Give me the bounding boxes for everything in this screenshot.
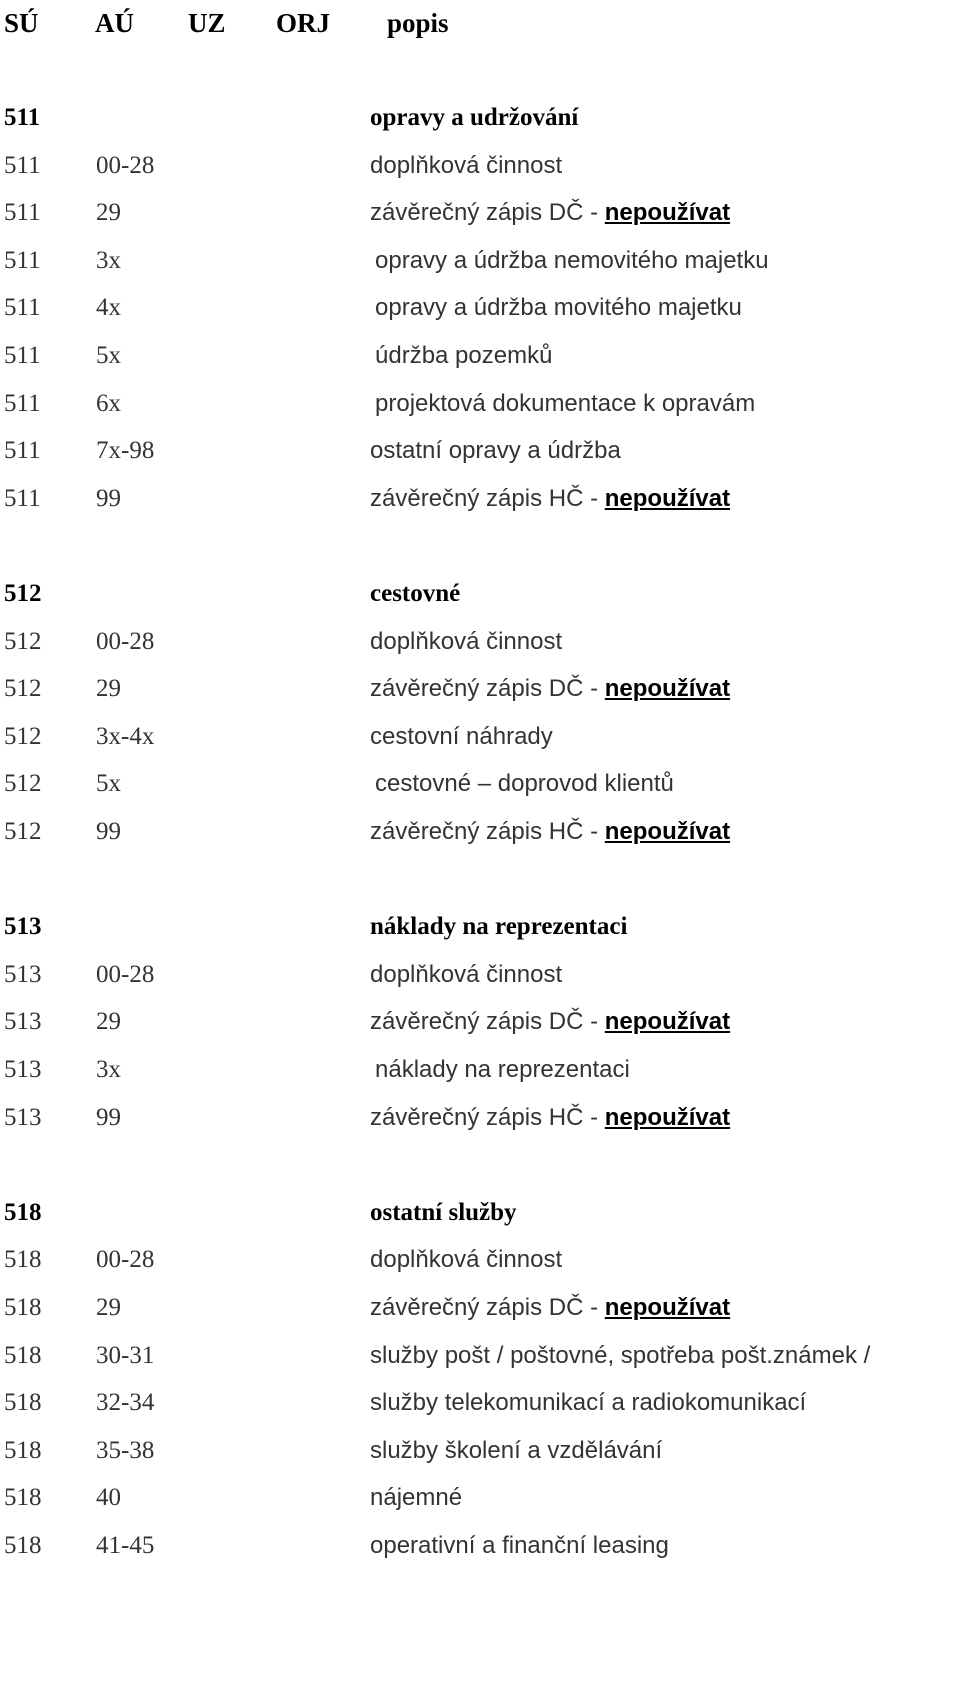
popis-text: cestovní náhrady — [370, 722, 553, 750]
group-header-row — [0, 1193, 960, 1233]
popis-cell — [370, 479, 730, 519]
au-cell: 41-45 — [96, 1532, 155, 1559]
popis-text: služby pošt / poštovné, spotřeba pošt.známek / — [370, 1341, 871, 1369]
popis-text: závěrečný zápis DČ - — [370, 199, 605, 227]
table-row — [0, 1431, 960, 1471]
popis-text: služby telekomunikací a radiokomunikací — [370, 1389, 807, 1417]
su-cell: 518 — [4, 1532, 42, 1559]
popis-text: závěrečný zápis DČ - — [370, 1294, 605, 1321]
su-cell: 518 — [4, 1294, 42, 1321]
popis-cell — [370, 1526, 669, 1566]
popis-cell — [370, 907, 627, 947]
au-cell: 40 — [96, 1484, 121, 1512]
au-cell: 99 — [96, 1103, 121, 1131]
au-cell: 30-31 — [96, 1341, 155, 1369]
su-cell: 518 — [4, 1484, 42, 1512]
header-orj: ORJ — [276, 8, 330, 38]
header-au: AÚ — [95, 8, 134, 38]
table-row — [0, 384, 960, 424]
popis-text: závěrečný zápis HČ - — [370, 484, 605, 512]
su-cell: 511 — [4, 151, 41, 179]
su-cell: 511 — [4, 104, 41, 131]
do-not-use-label: nepoužívat — [604, 818, 731, 845]
au-cell: 00-28 — [96, 960, 155, 988]
su-cell: 512 — [4, 675, 42, 703]
popis-text: údržba pozemků — [375, 342, 553, 369]
table-row — [0, 955, 960, 995]
popis-cell — [370, 1478, 462, 1518]
popis-cell — [370, 1193, 517, 1233]
au-cell: 00-28 — [96, 1246, 155, 1274]
au-cell: 3x — [96, 246, 121, 274]
su-cell: 511 — [4, 437, 41, 465]
popis-text: operativní a finanční leasing — [370, 1532, 669, 1559]
popis-text: závěrečný zápis HČ - — [370, 1103, 605, 1131]
table-row — [0, 336, 960, 376]
su-cell: 511 — [4, 199, 41, 227]
table-row — [0, 812, 960, 852]
popis-text: opravy a údržba nemovitého majetku — [375, 246, 769, 274]
popis-text: opravy a údržba movitého majetku — [375, 294, 742, 322]
popis-cell — [370, 1288, 730, 1328]
su-cell: 518 — [4, 1198, 42, 1226]
su-cell: 518 — [4, 1246, 42, 1274]
header-su: SÚ — [4, 8, 39, 38]
popis-cell — [370, 431, 621, 471]
popis-text: doplňková činnost — [370, 960, 563, 988]
popis-cell — [370, 1002, 730, 1042]
su-cell: 511 — [4, 342, 41, 369]
au-cell: 3x-4x — [96, 722, 155, 750]
popis-cell — [375, 764, 674, 804]
popis-text: ostatní opravy a údržba — [370, 437, 621, 465]
popis-text: projektová dokumentace k opravám — [375, 389, 756, 417]
au-cell: 7x-98 — [96, 437, 155, 465]
au-cell: 4x — [96, 294, 121, 322]
popis-text: závěrečný zápis HČ - — [370, 818, 605, 845]
popis-cell — [375, 384, 755, 424]
au-cell: 99 — [96, 818, 121, 845]
header-popis: popis — [387, 8, 449, 38]
popis-cell — [370, 574, 460, 614]
popis-text: cestovné — [370, 580, 461, 607]
su-cell: 518 — [4, 1389, 42, 1417]
table-row — [0, 288, 960, 328]
table-row — [0, 479, 960, 519]
table-row — [0, 1240, 960, 1280]
popis-text: závěrečný zápis DČ - — [370, 675, 605, 703]
group-header-row — [0, 907, 960, 947]
table-row — [0, 431, 960, 471]
au-cell: 29 — [96, 199, 121, 227]
popis-text: opravy a udržování — [370, 104, 579, 131]
popis-text: ostatní služby — [370, 1198, 517, 1226]
su-cell: 511 — [4, 246, 41, 274]
popis-cell — [375, 336, 552, 376]
su-cell: 518 — [4, 1436, 42, 1464]
au-cell: 5x — [96, 342, 121, 369]
do-not-use-label: nepoužívat — [604, 675, 731, 703]
group-header-row — [0, 574, 960, 614]
su-cell: 511 — [4, 389, 41, 417]
popis-cell — [370, 1098, 730, 1138]
au-cell: 00-28 — [96, 627, 155, 655]
do-not-use-label: nepoužívat — [604, 1294, 731, 1321]
au-cell: 29 — [96, 1008, 121, 1036]
su-cell: 513 — [4, 1008, 42, 1036]
su-cell: 513 — [4, 960, 42, 988]
popis-text: náklady na reprezentaci — [370, 913, 628, 941]
au-cell: 29 — [96, 1294, 121, 1321]
table-row — [0, 669, 960, 709]
su-cell: 513 — [4, 1056, 42, 1083]
popis-cell — [370, 812, 730, 852]
table-row — [0, 146, 960, 186]
su-cell: 518 — [4, 1341, 42, 1369]
popis-text: cestovné – doprovod klientů — [375, 770, 674, 798]
popis-cell — [370, 146, 562, 186]
su-cell: 512 — [4, 580, 42, 607]
popis-cell — [370, 193, 730, 233]
do-not-use-label: nepoužívat — [604, 199, 731, 227]
table-row — [0, 1478, 960, 1518]
do-not-use-label: nepoužívat — [604, 1008, 731, 1036]
su-cell: 513 — [4, 913, 42, 941]
popis-cell — [370, 1336, 870, 1376]
table-row — [0, 193, 960, 233]
popis-cell — [375, 241, 769, 281]
table-row — [0, 1336, 960, 1376]
popis-text: doplňková činnost — [370, 1246, 563, 1274]
au-cell: 5x — [96, 770, 121, 798]
table-row — [0, 1526, 960, 1566]
au-cell: 3x — [96, 1056, 121, 1083]
table-row — [0, 1098, 960, 1138]
su-cell: 512 — [4, 722, 42, 750]
au-cell: 6x — [96, 389, 121, 417]
table-row — [0, 1002, 960, 1042]
do-not-use-label: nepoužívat — [604, 484, 731, 512]
popis-cell — [370, 1383, 806, 1423]
su-cell: 512 — [4, 818, 42, 845]
au-cell: 35-38 — [96, 1436, 155, 1464]
popis-cell — [375, 1050, 630, 1090]
table-row — [0, 241, 960, 281]
popis-cell — [370, 622, 562, 662]
table-row — [0, 1050, 960, 1090]
au-cell: 32-34 — [96, 1389, 155, 1417]
au-cell: 99 — [96, 484, 121, 512]
su-cell: 512 — [4, 770, 42, 798]
table-row — [0, 717, 960, 757]
table-row — [0, 764, 960, 804]
popis-cell — [370, 955, 562, 995]
do-not-use-label: nepoužívat — [604, 1103, 731, 1131]
popis-cell — [370, 669, 730, 709]
table-row — [0, 1383, 960, 1423]
popis-text: nájemné — [370, 1484, 463, 1512]
su-cell: 513 — [4, 1103, 42, 1131]
group-header-row — [0, 98, 960, 138]
popis-cell — [370, 1431, 662, 1471]
table-row — [0, 622, 960, 662]
popis-cell — [370, 1240, 562, 1280]
popis-cell — [375, 288, 742, 328]
popis-cell — [370, 98, 578, 138]
table-row — [0, 1288, 960, 1328]
popis-text: doplňková činnost — [370, 151, 563, 179]
popis-text: závěrečný zápis DČ - — [370, 1008, 605, 1036]
su-cell: 511 — [4, 484, 41, 512]
au-cell: 00-28 — [96, 151, 155, 179]
popis-text: doplňková činnost — [370, 627, 563, 655]
au-cell: 29 — [96, 675, 121, 703]
header-uz: UZ — [188, 8, 226, 38]
popis-cell — [370, 717, 553, 757]
popis-text: náklady na reprezentaci — [375, 1056, 630, 1083]
su-cell: 512 — [4, 627, 42, 655]
su-cell: 511 — [4, 294, 41, 322]
popis-text: služby školení a vzdělávání — [370, 1436, 663, 1464]
